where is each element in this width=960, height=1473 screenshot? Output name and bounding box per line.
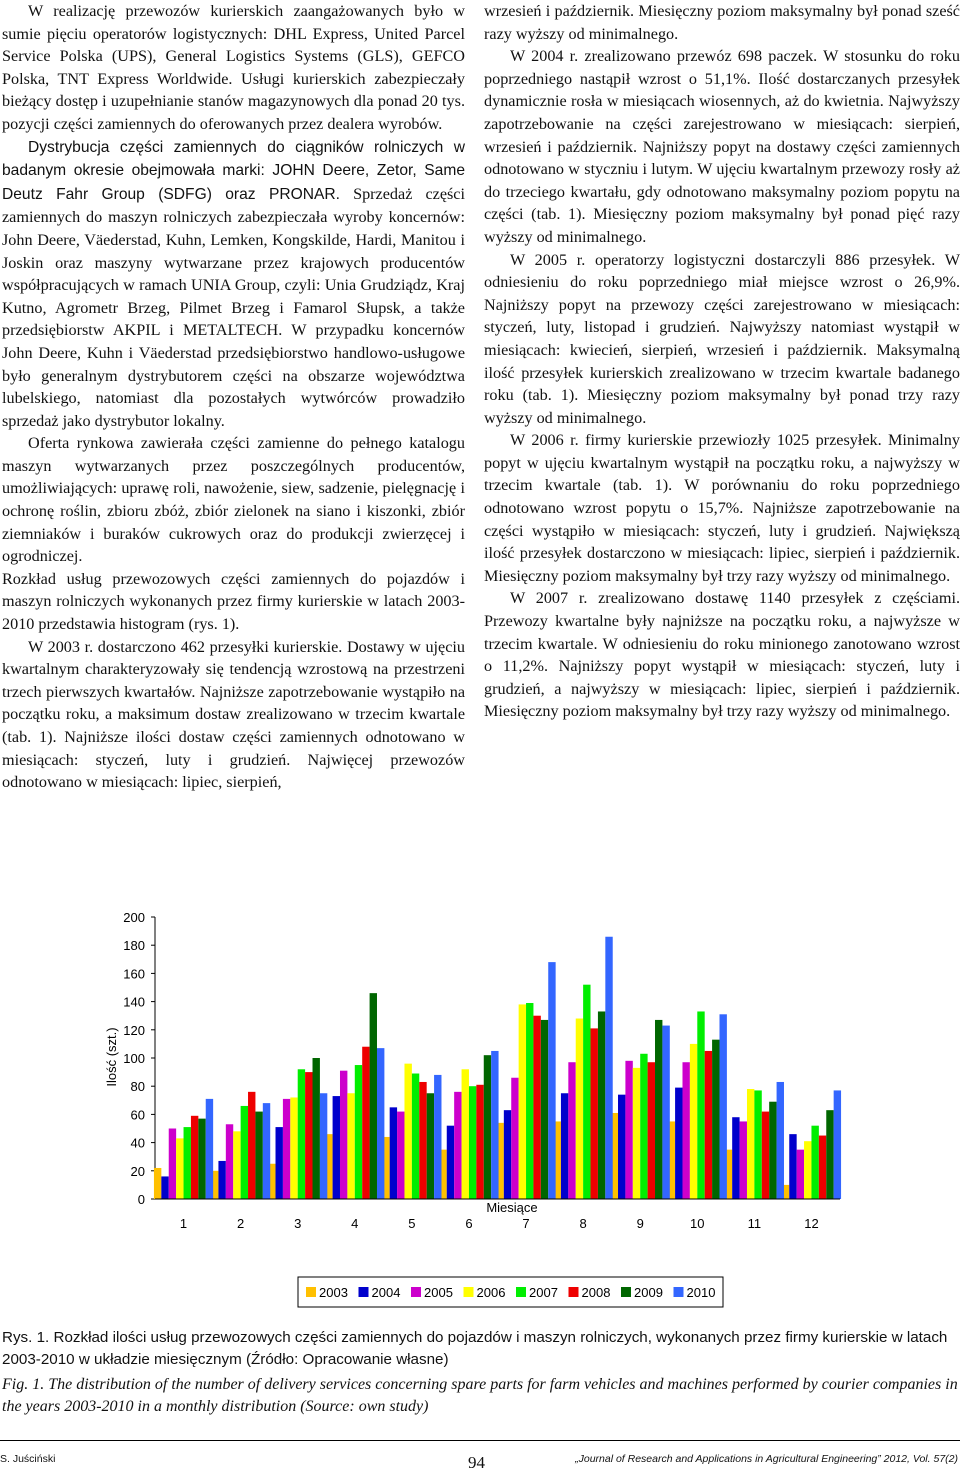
bar-2009-m9 [655,1020,662,1199]
legend-swatch-2009 [621,1287,631,1297]
bar-2008-m1 [191,1116,198,1199]
bar-2009-m2 [255,1112,262,1199]
bar-2005-m11 [740,1121,747,1199]
bar-2006-m5 [404,1064,411,1199]
bar-2008-m12 [819,1136,826,1199]
y-tick-label: 100 [123,1051,145,1066]
footer-rule [0,1440,960,1441]
bar-2010-m8 [605,937,612,1199]
bar-2007-m4 [355,1065,362,1199]
bar-2007-m3 [298,1069,305,1199]
bar-2006-m9 [633,1068,640,1199]
y-tick-label: 60 [130,1107,145,1123]
legend-swatch-2003 [306,1287,316,1297]
bar-2005-m8 [568,1062,575,1199]
bar-2005-m12 [797,1150,804,1199]
y-tick-label: 80 [130,1079,145,1095]
bar-2006-m4 [347,1093,354,1199]
bar-2005-m10 [682,1062,689,1199]
figure-caption-en: Fig. 1. The distribution of the number of delivery services concerning spare parts for farm vehicles and machines performed by courier companies in the years 2003-2010 in a monthly distribution (Source: own study) [2,1376,958,1415]
bar-2007-m1 [184,1127,191,1199]
bar-2008-m8 [591,1028,598,1199]
bar-2004-m9 [618,1095,625,1199]
bar-2007-m11 [754,1090,761,1199]
bar-2004-m4 [333,1096,340,1199]
legend-label: 2009 [634,1285,663,1300]
paragraph-sans-part: Dystrybucja części zamiennych do ciągników rolniczych w badanym okresie obejmowała marki: JOHN Deere, Zetor, Same Deutz Fahr Group (SDFG) oraz PRONAR. [2,138,465,203]
bar-2009-m10 [712,1040,719,1199]
x-tick-label: 7 [522,1216,530,1231]
legend-label: 2008 [581,1285,611,1300]
bar-2006-m2 [233,1131,240,1199]
y-tick-label: 40 [130,1135,145,1151]
footer-author: S. Juściński [0,1453,56,1465]
bar-2010-m10 [719,1014,726,1199]
paragraph: wrzesień i październik. Miesięczny poziom maksymalny był ponad sześć razy wyższy od minimalnego. [484,2,960,43]
bar-2008-m11 [762,1112,769,1199]
legend-label: 2006 [476,1285,506,1300]
bar-2006-m8 [576,1019,583,1199]
bar-2006-m7 [519,1004,526,1199]
y-tick-label: 0 [137,1192,145,1207]
bar-2004-m3 [276,1127,283,1199]
legend-swatch-2006 [464,1287,474,1297]
bar-2009-m1 [198,1119,205,1199]
bar-2004-m6 [447,1126,454,1199]
bar-2010-m11 [777,1082,784,1199]
x-tick-label: 6 [465,1216,473,1231]
bar-2006-m11 [747,1089,754,1199]
y-tick-label: 140 [123,994,145,1010]
bar-2009-m7 [541,1020,548,1199]
y-tick-label: 120 [123,1022,145,1038]
bar-2007-m7 [526,1003,533,1199]
bar-2009-m3 [313,1058,320,1199]
bar-2006-m10 [690,1044,697,1199]
bar-2009-m4 [370,993,377,1199]
bar-2008-m2 [248,1092,255,1199]
bar-2004-m7 [504,1110,511,1199]
figure-caption-pl: Rys. 1. Rozkład ilości usług przewozowych części zamiennych do pojazdów i maszyn rolniczych, wykonanych przez firmy kurierskie w latach 2003-2010 w układzie miesięcznym (Źródło: Opracowanie własne) [2,1329,948,1368]
bar-2010-m9 [662,1026,669,1199]
bar-2003-m1 [154,1168,161,1199]
bar-2004-m1 [161,1176,168,1199]
legend-label: 2005 [424,1285,453,1300]
bar-2010-m1 [206,1099,213,1199]
bar-2009-m8 [598,1011,605,1199]
y-axis-title: Ilość (szt.) [104,1027,119,1087]
paragraph: W 2004 r. zrealizowano przewóz 698 paczek. W stosunku do roku poprzedniego nastąpił wzrost o 51,1%. Ilość dostarczanych przesyłek dynamicznie rosła w miesiącach wiosennych, aż do kwietnia. Najwyższy zapotrzebowanie na części zarejestrowano w miesiącach: sierpień, wrzesień i październik. Najniższy popyt na dostawy części zamiennych odnotowano w styczniu i lutym. W ujęciu kwartalnym przewozy rosły aż do trzeciego kwartału, gdy odnotowano maksymalny poziom popytu na części (tab. 1). Miesięczny poziom maksymalny był ponad pięć razy wyższy od minimalnego. [484,47,960,246]
bar-2006-m1 [176,1138,183,1199]
bar-2005-m1 [169,1129,176,1200]
bar-2010-m2 [263,1103,270,1199]
bar-2010-m7 [548,962,555,1199]
bar-2006-m6 [462,1069,469,1199]
bar-2009-m5 [427,1093,434,1199]
paragraph: Rozkład usług przewozowych części zamiennych do pojazdów i maszyn rolniczych wykonanych przez firmy kurierskie w latach 2003-2010 przedstawia histogram (rys. 1). [2,569,465,634]
bar-2010-m6 [491,1051,498,1199]
bar-2010-m12 [834,1090,841,1199]
x-tick-label: 2 [237,1216,245,1231]
x-tick-label: 1 [179,1216,188,1231]
bar-2008-m5 [419,1082,426,1199]
paragraph [2,136,465,433]
left-column [2,0,465,794]
paragraph-rest: Sprzedaż części zamiennych do maszyn rolniczych zabezpieczała wyroby koncernów: John Deere, Väederstad, Kuhn, Lemken, Kongskilde, Hardi, Manitou i Joskin oraz maszyny wytwarzane przez krajowych producentów współpracujących w ramach UNIA Group, czyli: Unia Grudziądz, Kraj Kutno, Agrometr Brzeg, Pilmet Brzeg i Famarol Słupsk, a także przedsiębiorstw AKPIL i METALTECH. W przypadku koncernów John Deere, Kuhn i Väederstad przedsiębiorstwo handlowo-usługowe było generalnym dystrybutorem części na obszarze województwa lubelskiego, natomiast dla pozostałych wytwórców prowadziło sprzedaż jako dystrybutor lokalny. [2,184,465,430]
x-tick-label: 11 [747,1216,762,1231]
bar-2005-m9 [625,1061,632,1199]
bar-2009-m11 [769,1102,776,1199]
bar-2004-m2 [218,1161,225,1199]
bar-2010-m3 [320,1093,327,1199]
legend-swatch-2010 [674,1287,684,1297]
x-tick-label: 12 [804,1216,819,1231]
page-footer [0,1440,960,1473]
legend-swatch-2004 [359,1287,369,1297]
paragraph: W 2006 r. firmy kurierskie przewiozły 1025 przesyłek. Minimalny popyt w ujęciu kwartalnym wystąpił na początku roku, a najwyższy w trzecim kwartale (tab. 1). W porównaniu do roku poprzedniego odnotowano wzrost popytu o 15,7%. Najniższe zapotrzebowanie na części wystąpiło w miesiącach: styczeń, luty i grudzień. Największą ilość przesyłek dostarczono w miesiącach: lipiec, sierpień i październik. Miesięczny poziom maksymalny był trzy razy wyższy od minimalnego. [484,431,960,585]
bar-2005-m5 [397,1112,404,1199]
monthly-deliveries-chart [0,900,960,1320]
bar-2007-m12 [811,1126,818,1199]
bar-2008-m6 [476,1085,483,1199]
bar-2007-m6 [469,1086,476,1199]
x-tick-label: 5 [408,1216,416,1231]
legend-swatch-2007 [516,1287,526,1297]
paragraph: W 2005 r. operatorzy logistyczni dostarczyli 886 przesyłek. W odniesieniu do roku poprzedniego miał miejsce wzrost o 26,9%. Najniższy popyt na przewozy części zarejestrowano w miesiącach: styczeń, luty, listopad i grudzień. Najwyższy natomiast wystąpił w miesiącach: kwiecień, sierpień, wrzesień i październik. Maksymalną ilość przesyłek kurierskich zrealizowano w trzecim kwartale badanego roku (tab. 1). Miesięczny poziom maksymalny był ponad trzy razy wyższy od minimalnego. [484,250,960,427]
bar-2007-m8 [583,985,590,1199]
chart-svg [0,900,960,1320]
legend-label: 2007 [529,1285,558,1300]
x-tick-label: 10 [690,1216,705,1231]
right-column [484,0,960,723]
page-number: 94 [468,1453,485,1472]
bar-2009-m12 [826,1110,833,1199]
legend-swatch-2005 [411,1287,421,1297]
bar-2007-m2 [241,1106,248,1199]
bar-2004-m5 [390,1107,397,1199]
bar-2005-m7 [511,1078,518,1199]
x-tick-label: 4 [351,1216,359,1231]
bar-2007-m9 [640,1054,647,1199]
bar-2005-m3 [283,1099,290,1199]
bar-2007-m5 [412,1074,419,1199]
bar-2004-m12 [789,1134,796,1199]
paragraph: Oferta rynkowa zawierała części zamienne do pełnego katalogu maszyn wytwarzanych przez poszczególnych producentów, umożliwiających: uprawę roli, nawożenie, siew, sadzenie, pielęgnację i ochronę roślin, zbioru zbóż, zbiór zielonek na siano i kiszonki, zbiór ziemniaków i buraków cukrowych oraz do produkcji zwierzęcej i ogrodniczej. [2,434,465,566]
paragraph: W realizację przewozów kurierskich zaangażowanych było w sumie pięciu operatorów logistycznych: DHL Express, United Parcel Service Polska (UPS), General Logistics Systems (GLS), GEFCO Polska, TNT Express Worldwide. Usługi kurierskich zabezpieczały bieżący dostęp i uzupełnianie stanów magazynowych dla ponad 20 tys. pozycji części zamiennych do oferowanych przez dealera wyrobów. [2,2,465,133]
bar-2005-m6 [454,1092,461,1199]
y-tick-label: 180 [123,938,145,954]
bar-2006-m12 [804,1141,811,1199]
x-axis-title: Miesiące [486,1200,538,1215]
bar-2009-m6 [484,1055,491,1199]
bar-2008-m4 [362,1047,369,1199]
bar-2010-m5 [434,1075,441,1199]
legend-label: 2010 [686,1285,716,1300]
bar-2005-m2 [226,1124,233,1199]
bar-2006-m3 [290,1097,297,1199]
y-tick-label: 20 [130,1163,145,1179]
y-tick-label: 160 [123,966,145,982]
bar-2004-m11 [732,1117,739,1199]
y-tick-label: 200 [123,910,145,925]
bar-2008-m7 [533,1016,540,1199]
bar-2008-m10 [705,1051,712,1199]
x-tick-label: 8 [579,1216,587,1231]
bar-2005-m4 [340,1071,347,1199]
bar-2007-m10 [697,1011,704,1199]
paragraph: W 2007 r. zrealizowano dostawę 1140 przesyłek z częściami. Przewozy kwartalne były najniższe na początku roku, a najwyższe w trzecim kwartale. W odniesieniu do roku minionego zanotowano wzrost o 11,2%. Najniższy popyt wystąpił w miesiącach: styczeń, luty i grudzień, a najwyższy w miesiącach: lipiec, sierpień i październik. Miesięczny poziom maksymalny był trzy razy wyższy od minimalnego. [484,589,960,721]
x-tick-label: 9 [636,1216,644,1231]
legend-label: 2003 [319,1285,348,1300]
bar-2010-m4 [377,1048,384,1199]
paragraph: W 2003 r. dostarczono 462 przesyłki kurierskie. Dostawy w ujęciu kwartalnym charakteryzowały się tendencją wzrostową na przestrzeni trzech pierwszych kwartałów. Najniższe zapotrzebowanie wystąpiło na początku roku, a maksimum dostaw zrealizowano w trzecim kwartale (tab. 1). Najniższe ilości dostaw części zamiennych odnotowano w miesiącach: styczeń, luty i grudzień. Najwięcej przewozów odnotowano w miesiącach: lipiec, sierpień, [2,637,465,792]
x-tick-label: 3 [294,1216,302,1231]
legend-swatch-2008 [569,1287,579,1297]
bar-2008-m9 [648,1062,655,1199]
bar-2004-m8 [561,1093,568,1199]
bar-2004-m10 [675,1088,682,1199]
bar-2008-m3 [305,1072,312,1199]
footer-journal: „Journal of Research and Applications in Agricultural Engineering” 2012, Vol. 57(2) [575,1453,958,1465]
legend-label: 2004 [371,1285,401,1300]
